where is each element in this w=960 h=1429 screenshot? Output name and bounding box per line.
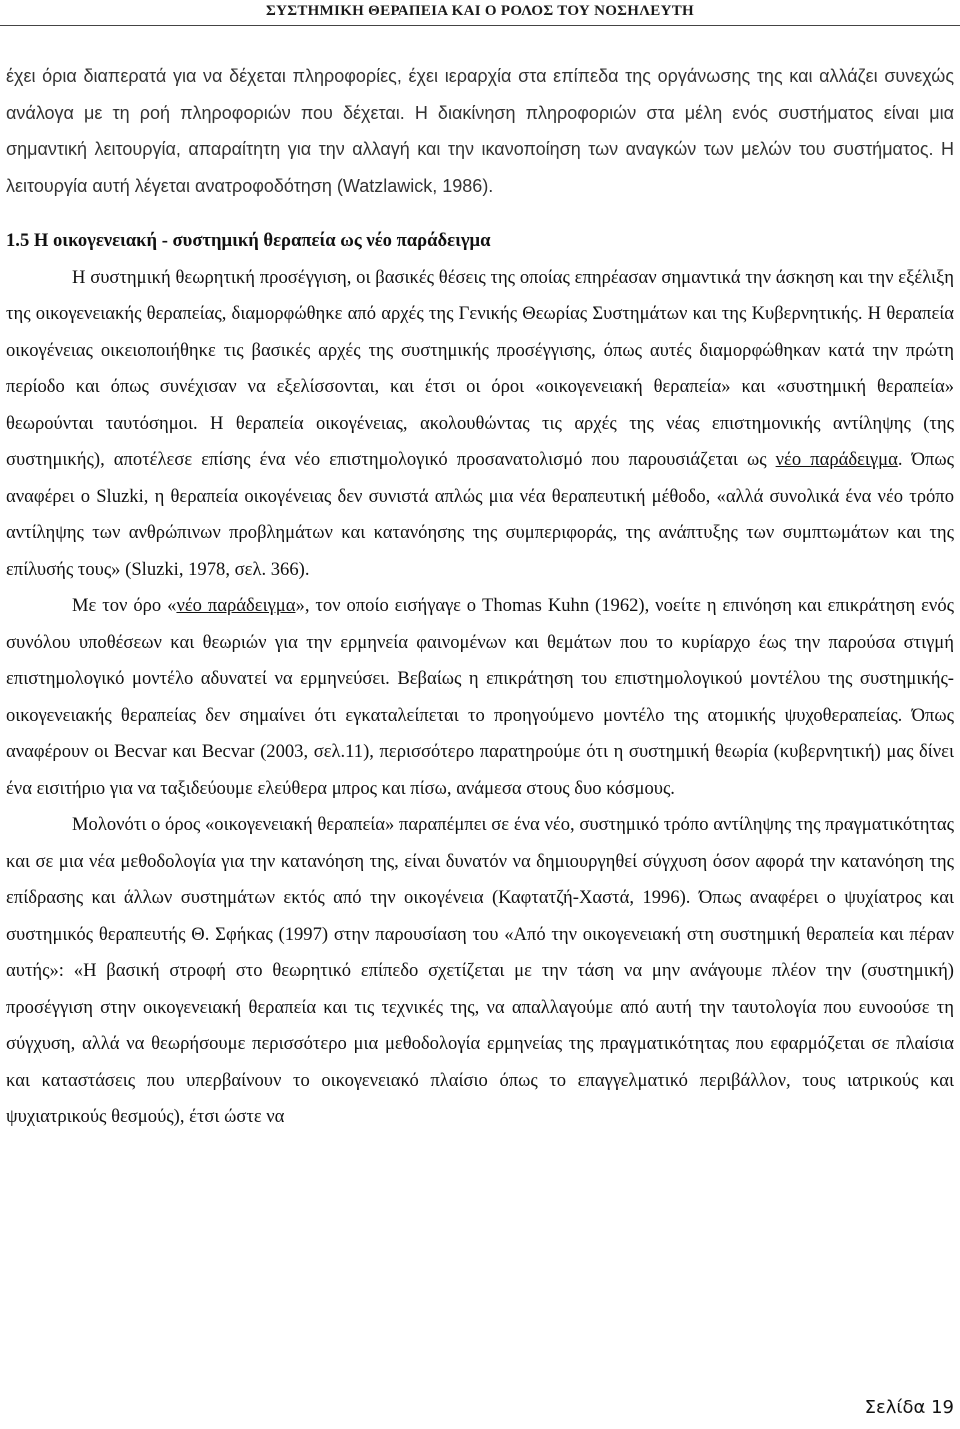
paragraph-text: Η συστημική θεωρητική προσέγγιση, οι βασικές θέσεις της οποίας επηρέασαν σημαντικά την άσκηση και την εξέλιξη της οικογενειακής θεραπείας, διαμορφώθηκε από αρχές της Γενικής Θεωρίας Συστημάτων και της Κυβερνητικής. Η θεραπεία οικογένειας οικειοποιήθηκε τις βασικές αρχές της συστημικής προσέγγισης, όπως αυτές διαμορφώθηκαν κατά την πρώτη περίοδο και όπως συνέχισαν να εξελίσσονται, και έτσι οι όροι «οικογενειακή θεραπεία» και «συστημική θεραπεία» θεωρούνται ταυτόσημοι. Η θεραπεία οικογένειας, ακολουθώντας τις αρχές της νέας επιστημονικής αντίληψης (της συστημικής), αποτέλεσε επίσης ένα νέο επιστημολογικό προσανατολισμό που παρουσιάζεται ως xyxy=(6,266,954,470)
paragraph-text: . Όπως αναφέρει ο Sluzki, η θεραπεία οικογένειας δεν συνιστά απλώς μια νέα θεραπευτική μέθοδο, «αλλά συνολικά ένα νέο τρόπο αντίληψης των ανθρώπινων προβλημάτων και κατανόησης της συμπεριφοράς, της ανάπτυξης των συμπτωμάτων και της επίλυσής τους» (Sluzki, 1978, σελ. 366). xyxy=(6,449,954,580)
underlined-term: νέο παράδειγμα xyxy=(775,449,898,470)
header-divider xyxy=(0,25,960,26)
document-body xyxy=(6,58,954,1136)
running-header: ΣΥΣΤΗΜΙΚΗ ΘΕΡΑΠΕΙΑ ΚΑΙ Ο ΡΟΛΟΣ ΤΟΥ ΝΟΣΗΛΕΥΤΗ xyxy=(265,3,695,19)
paragraph-text: », τον οποίο εισήγαγε ο Thomas Kuhn (1962), νοείτε η επινόηση και επικράτηση ενός συνόλου υποθέσεων και θεωριών για την ερμηνεία φαινομένων και θεμάτων που το κυρίαρχο έως την παρούσα στιγμή επιστημολογικό μοντέλο αδυνατεί να ερμηνεύσει. Βεβαίως η επικράτηση του επιστημολογικού μοντέλου της συστημικής-οικογενειακής θεραπείας δεν σημαίνει ότι εγκαταλείπεται το προηγούμενο μοντέλο της ατομικής ψυχοθεραπείας. Όπως αναφέρουν οι Becvar και Becvar (2003, σελ.11), περισσότερο παρατηρούμε ότι η συστημική θεωρία (κυβερνητική) μας δίνει ένα εισιτήριο για να ταξιδεύουμε ελεύθερα μπρος και πίσω, ανάμεσα στους δυο κόσμους. xyxy=(6,595,954,799)
intro-paragraph: έχει όρια διαπερατά για να δέχεται πληροφορίες, έχει ιεραρχία στα επίπεδα της οργάνωσης της και αλλάζει συνεχώς ανάλογα με τη ροή πληροφοριών που δέχεται. Η διακίνηση πληροφοριών στα μέλη ενός συστήματος είναι μια σημαντική λειτουργία, απαραίτητη για την αλλαγή και την ικανοποίηση των αναγκών των μελών του συστήματος. Η λειτουργία αυτή λέγεται ανατροφοδότηση (Watzlawick, 1986). xyxy=(6,66,954,196)
section-paragraph-3: Μολονότι ο όρος «οικογενειακή θεραπεία» παραπέμπει σε ένα νέο, συστημικό τρόπο αντίληψης της πραγματικότητας και σε μια νέα μεθοδολογία για την κατανόηση της, είναι δυνατόν να δημιουργηθεί σύγχυση όσον αφορά την κατανόηση της επίδρασης και άλλων συστημάτων εκτός από την οικογένεια (Καφτατζή-Χαστά, 1996). Όπως αναφέρει ο ψυχίατρος και συστημικός θεραπευτής Θ. Σφήκας (1997) στην παρουσίαση του «Από την οικογενειακή στη συστημική θεραπεία και πέραν αυτής»: «Η βασική στροφή στο θεωρητικό επίπεδο σχετίζεται με την τάση να μην ανάγουμε πλέον την (συστημική) προσέγγιση στην οικογενειακή θεραπεία και τις τεχνικές της, να απαλλαγούμε από αυτή την ταυτολογία που ευνοούσε τη σύγχυση, αλλά να θεωρήσουμε περισσότερο μια μεθοδολογία ερμηνείας της πραγματικότητας που εφαρμόζεται σε πλαίσια και καταστάσεις που υπερβαίνουν το οικογενειακό πλαίσιο όπως το επαγγελματικό περιβάλλον, τους ιατρικούς και ψυχιατρικούς θεσμούς), έτσι ώστε να xyxy=(6,814,954,1127)
spacer xyxy=(6,204,954,223)
paragraph-text: Με τον όρο « xyxy=(72,595,177,616)
section-paragraph-2 xyxy=(6,588,954,807)
section-paragraph-1 xyxy=(6,260,954,589)
page-number: Σελίδα 19 xyxy=(864,1397,954,1418)
section-heading: 1.5 Η οικογενειακή - συστημική θεραπεία ως νέο παράδειγμα xyxy=(6,230,491,251)
underlined-term: νέο παράδειγμα xyxy=(176,595,296,616)
